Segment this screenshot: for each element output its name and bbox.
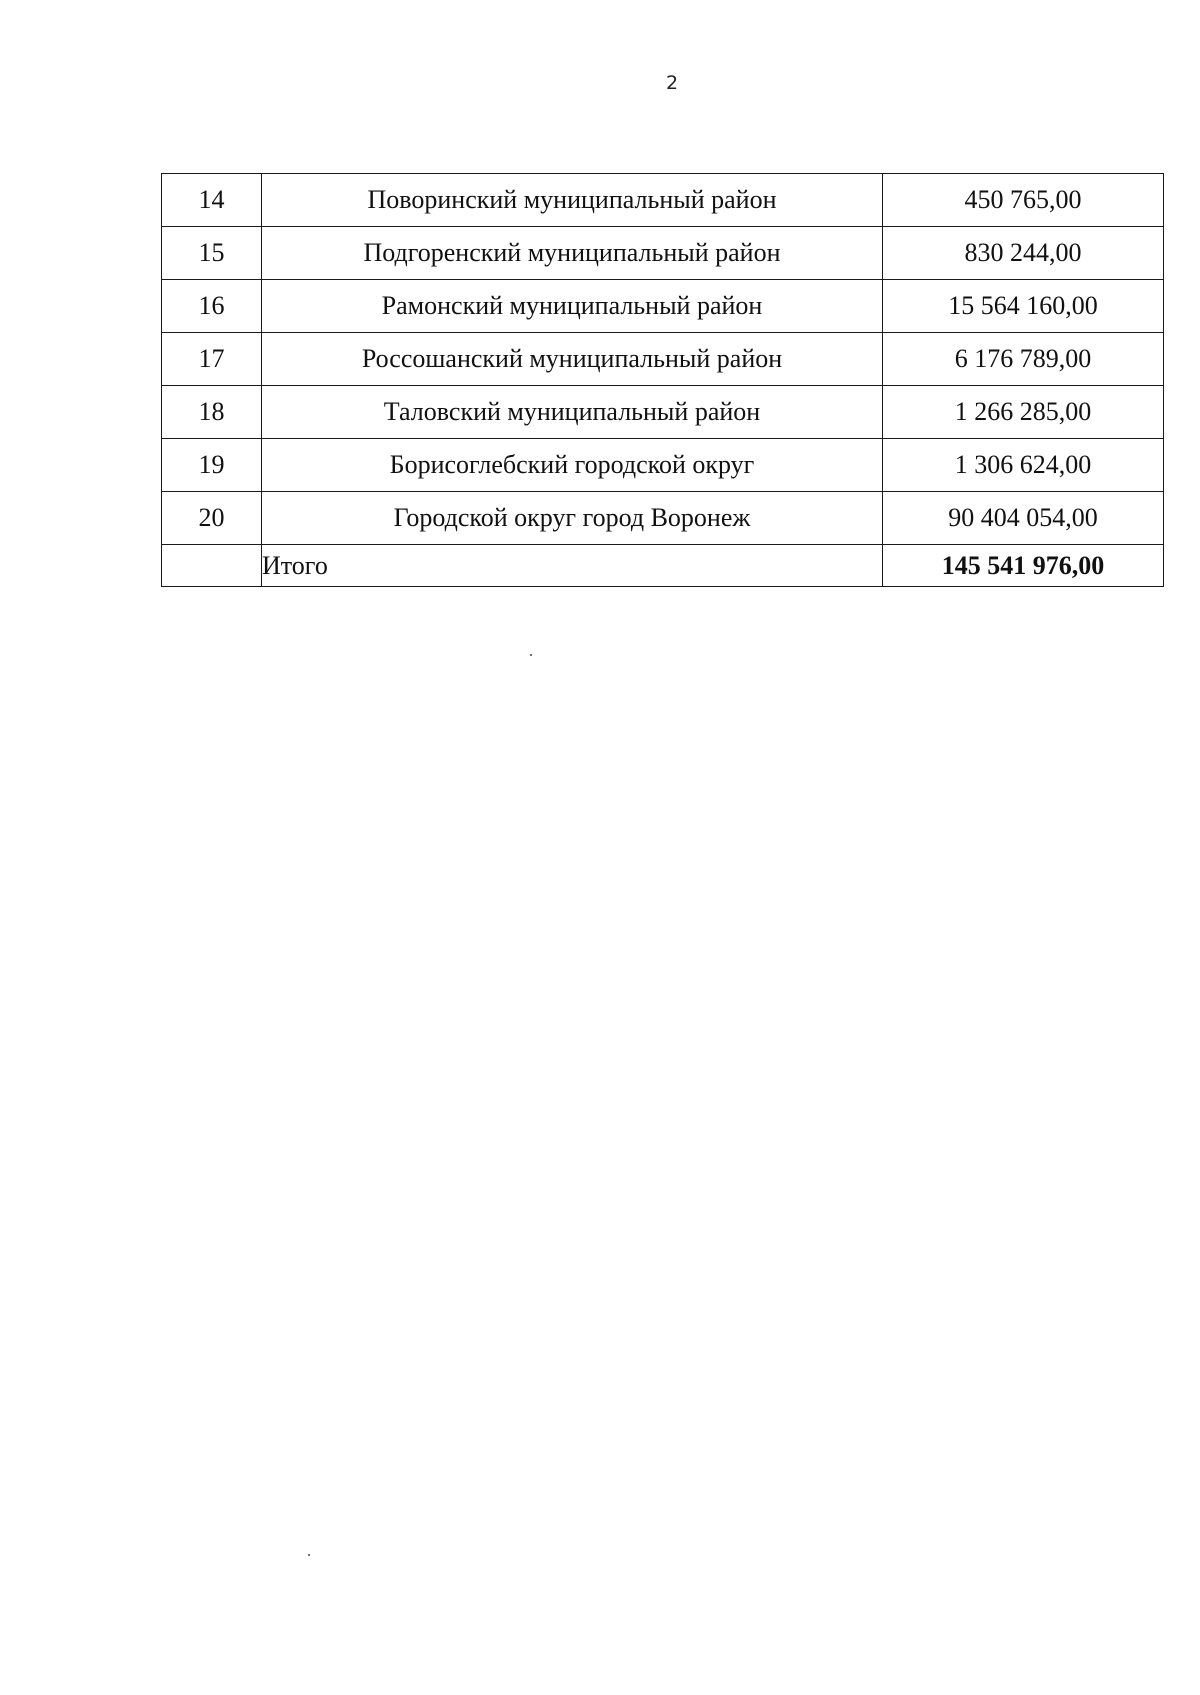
scan-speck xyxy=(530,654,532,656)
amount-value: 1 266 285,00 xyxy=(883,386,1164,439)
row-number: 20 xyxy=(162,492,262,545)
municipality-name: Борисоглебский городской округ xyxy=(262,439,883,492)
table-row xyxy=(162,227,1164,280)
municipality-name: Подгоренский муниципальный район xyxy=(262,227,883,280)
row-number: 19 xyxy=(162,439,262,492)
table-row xyxy=(162,439,1164,492)
municipality-name: Поворинский муниципальный район xyxy=(262,174,883,227)
row-number: 15 xyxy=(162,227,262,280)
municipality-name: Рамонский муниципальный район xyxy=(262,280,883,333)
municipality-name: Россошанский муниципальный район xyxy=(262,333,883,386)
table-row xyxy=(162,174,1164,227)
municipality-name: Городской округ город Воронеж xyxy=(262,492,883,545)
amount-value: 6 176 789,00 xyxy=(883,333,1164,386)
municipality-name: Таловский муниципальный район xyxy=(262,386,883,439)
amount-value: 830 244,00 xyxy=(883,227,1164,280)
table-row xyxy=(162,386,1164,439)
amount-value: 90 404 054,00 xyxy=(883,492,1164,545)
total-number-cell xyxy=(162,545,262,587)
amount-value: 450 765,00 xyxy=(883,174,1164,227)
row-number: 17 xyxy=(162,333,262,386)
allocation-table xyxy=(161,173,1164,587)
page-number: 2 xyxy=(665,72,679,94)
row-number: 16 xyxy=(162,280,262,333)
total-label: Итого xyxy=(262,545,883,587)
table-row xyxy=(162,492,1164,545)
row-number: 14 xyxy=(162,174,262,227)
total-amount: 145 541 976,00 xyxy=(883,545,1164,587)
row-number: 18 xyxy=(162,386,262,439)
scan-speck xyxy=(308,1554,310,1556)
amount-value: 15 564 160,00 xyxy=(883,280,1164,333)
table-row xyxy=(162,280,1164,333)
amount-value: 1 306 624,00 xyxy=(883,439,1164,492)
total-row xyxy=(162,545,1164,587)
table-row xyxy=(162,333,1164,386)
